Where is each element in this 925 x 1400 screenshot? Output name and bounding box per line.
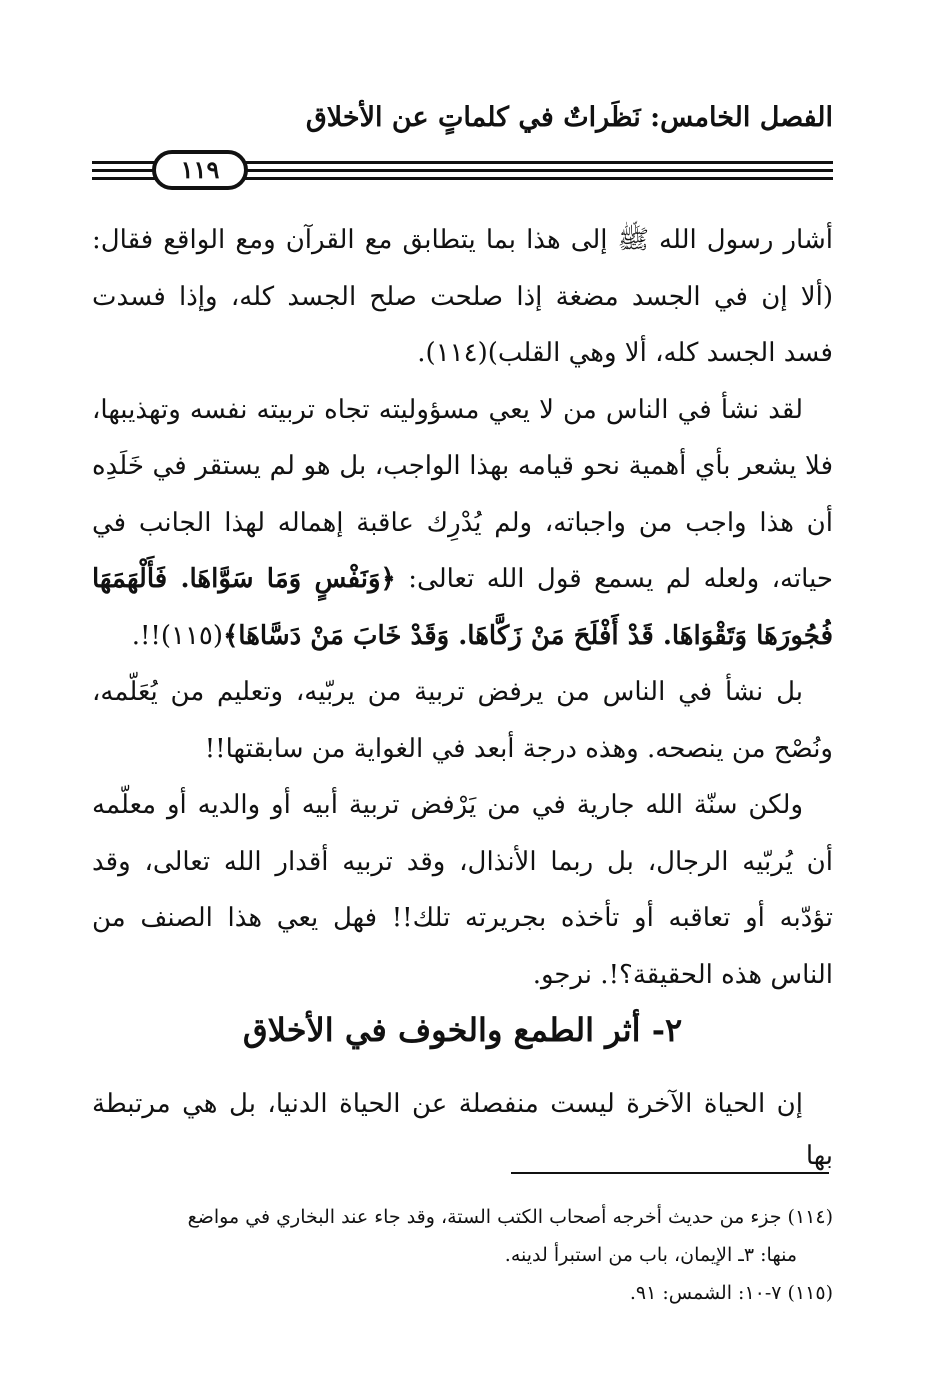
body-text bbox=[92, 212, 833, 1003]
section-heading: ٢- أثر الطمع والخوف في الأخلاق bbox=[242, 1011, 683, 1049]
section-text: إن الحياة الآخرة ليست منفصلة عن الحياة الدنيا، بل هي مرتبطة بها bbox=[92, 1089, 833, 1171]
footnote-114-line1: (١١٤) جزء من حديث أخرجه أصحاب الكتب الستة، وقد جاء عند البخاري في مواضع bbox=[187, 1206, 833, 1228]
paragraph-responsibility-text: لقد نشأ في الناس من لا يعي مسؤوليته تجاه تربيته نفسه وتهذيبها، فلا يشعر بأي أهمية نحو قيامه بهذا الواجب، بل هو لم يستقر في خَلَدِه أن هذا واجب من واجباته، ولم يُدْرِك عاقبة إهماله لهذا الجانب في حياته، ولعله لم يسمع قول الله تعالى: bbox=[92, 394, 834, 594]
page-number: ١١٩ bbox=[152, 150, 248, 190]
paragraph-refusal: بل نشأ في الناس من يرفض تربية من يربّيه، وتعليم من يُعَلّمه، ونُصْح من ينصحه. وهذه درجة أبعد في الغواية من سابقتها!! bbox=[92, 677, 833, 764]
running-head: الفصل الخامس: نَظَراتٌ في كلماتٍ عن الأخلاق bbox=[305, 102, 833, 133]
paragraph-responsibility bbox=[92, 382, 833, 665]
footnote-115: (١١٥) ٧-١٠: الشمس: ٩١. bbox=[629, 1282, 833, 1304]
footnotes bbox=[92, 1198, 833, 1312]
header-rule bbox=[92, 150, 833, 194]
paragraph-sunnah: ولكن سنّة الله جارية في من يَرْفض تربية أبيه أو والديه أو معلّمه أن يُربّيه الرجال، بل ربما الأنذال، وقد تربيه أقدار الله تعالى، وقد تؤدّبه أو تعاقبه أو تأخذه بجريرته تلك!! فهل يعي هذا الصنف من الناس هذه الحقيقة؟!. نرجو. bbox=[92, 790, 833, 990]
quran-reference: (١١٥)!!. bbox=[131, 620, 224, 651]
paragraph-hadith: أشار رسول الله ﷺ إلى هذا بما يتطابق مع القرآن ومع الواقع فقال: (ألا إن في الجسد مضغة إذا صلحت صلح الجسد كله، وإذا فسدت فسد الجسد كله، ألا وهي القلب)(١١٤). bbox=[92, 225, 833, 368]
footnote-separator bbox=[511, 1172, 829, 1174]
quran-verse: ﴿وَنَفْسٍ وَمَا سَوَّاهَا. فَأَلْهَمَهَا فُجُورَهَا وَتَقْوَاهَا. قَدْ أَفْلَحَ مَنْ زَكَّاهَا. وَقَدْ خَابَ مَنْ دَسَّاهَا﴾ bbox=[92, 564, 833, 651]
footnote-114-line2: منها: ٣ـ الإيمان، باب من استبرأ لدينه. bbox=[504, 1244, 797, 1266]
